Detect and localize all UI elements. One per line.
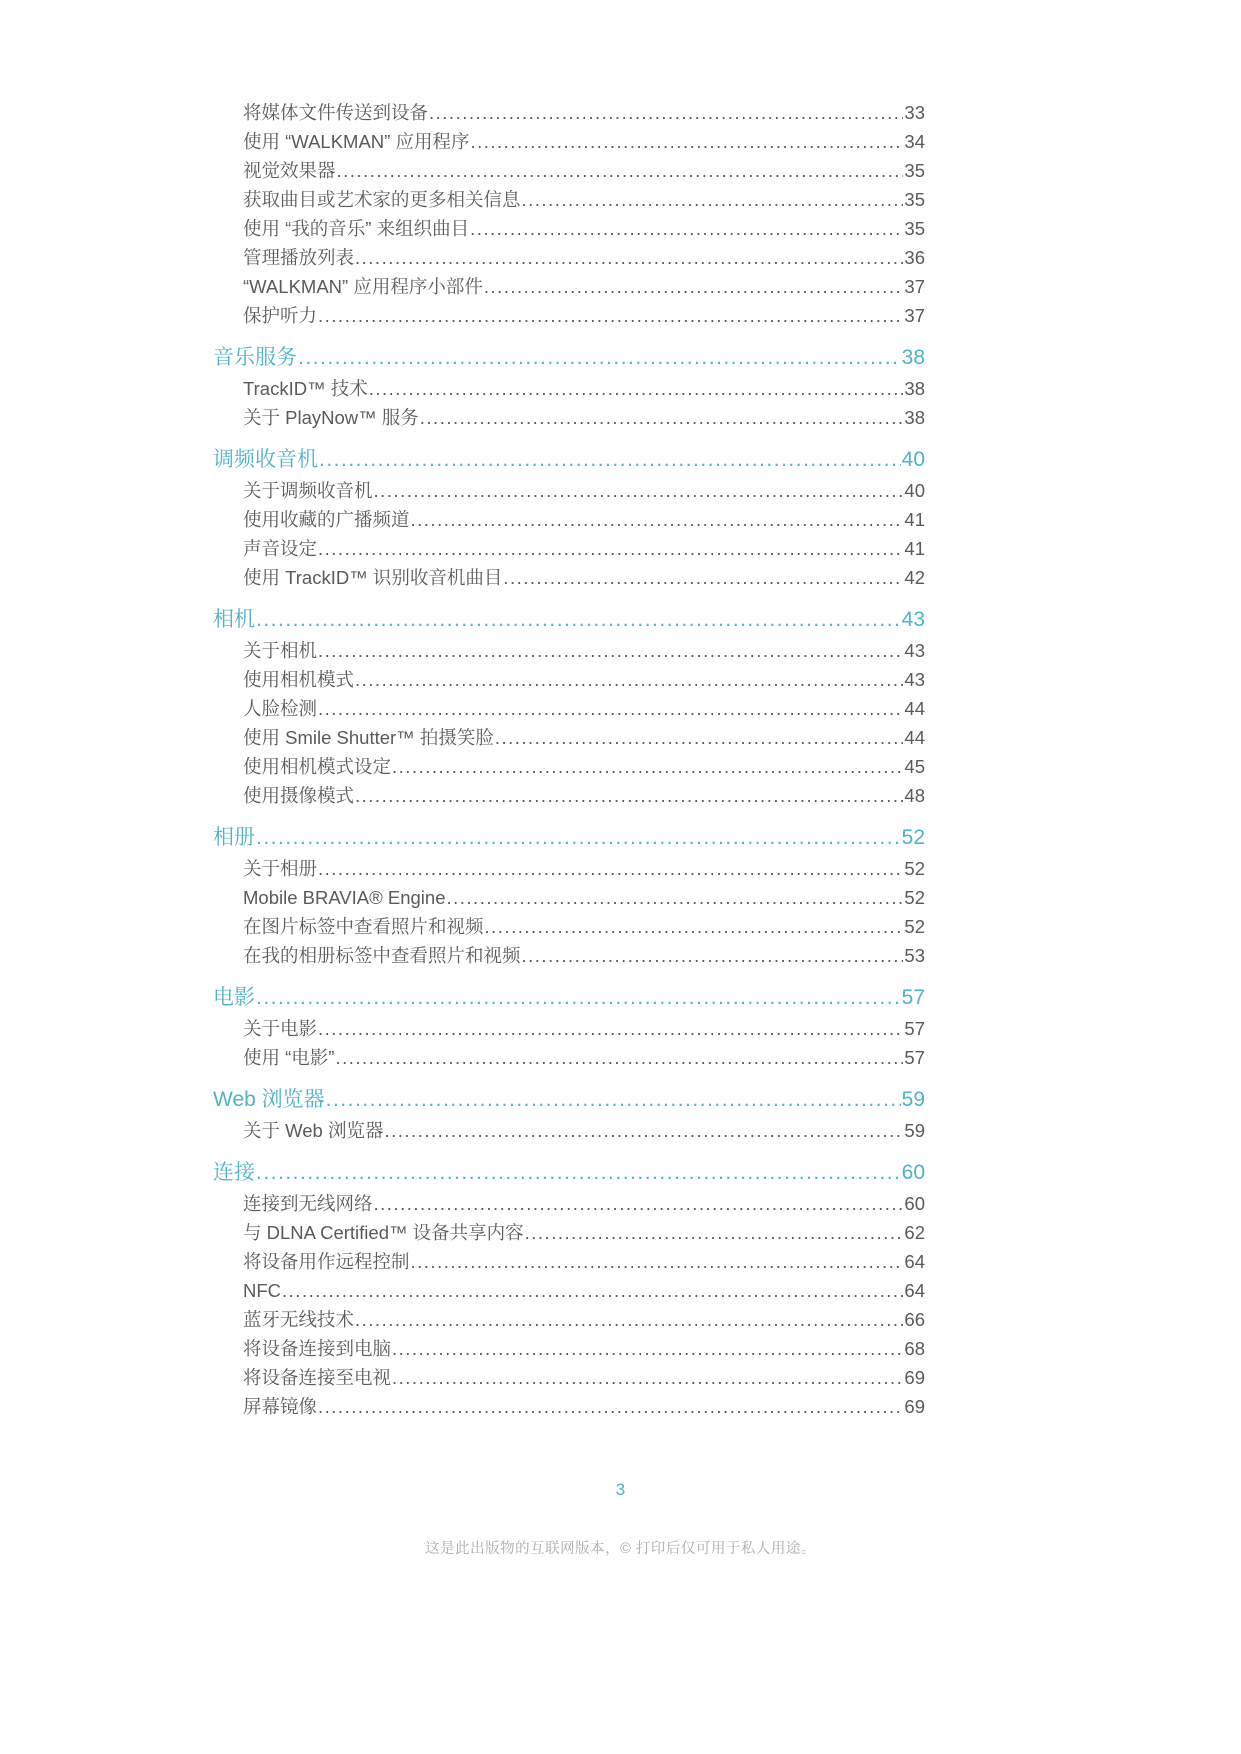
toc-dot-leader xyxy=(318,1014,903,1043)
toc-entry xyxy=(213,563,925,592)
toc-dot-leader xyxy=(429,98,903,127)
toc-entry-page: 44 xyxy=(904,698,925,719)
toc-dot-leader xyxy=(298,342,901,374)
toc-entry-label: 使用相机模式设定 xyxy=(243,756,392,777)
toc-section-header-label: Web 浏览器 xyxy=(213,1088,325,1111)
toc-entry-label: 关于 PlayNow™ 服务 xyxy=(243,407,419,428)
toc-entry xyxy=(213,1392,925,1421)
toc-entry-label: 人脸检测 xyxy=(243,698,318,719)
toc-section-header xyxy=(213,1157,925,1189)
toc-section-header xyxy=(213,1084,925,1116)
toc-entry xyxy=(213,272,925,301)
toc-entry xyxy=(213,1043,925,1072)
toc-entry xyxy=(213,1014,925,1043)
toc-dot-leader xyxy=(318,1392,903,1421)
toc-dot-leader xyxy=(385,1116,904,1145)
toc-entry-label: 保护听力 xyxy=(243,305,318,326)
toc-entry-page: 59 xyxy=(904,1120,925,1141)
toc-entry xyxy=(213,127,925,156)
toc-dot-leader xyxy=(470,127,903,156)
toc-dot-leader xyxy=(318,301,903,330)
toc-entry xyxy=(213,854,925,883)
toc-dot-leader xyxy=(318,694,903,723)
toc-dot-leader xyxy=(282,1276,903,1305)
toc-entry-page: 35 xyxy=(904,218,925,239)
toc-entry xyxy=(213,243,925,272)
toc-dot-leader xyxy=(392,1334,903,1363)
toc-section-header xyxy=(213,444,925,476)
toc-entry-label: 蓝牙无线技术 xyxy=(243,1309,355,1330)
toc-entry xyxy=(213,752,925,781)
toc-entry-label: 在图片标签中查看照片和视频 xyxy=(243,916,484,937)
toc-entry-label: 使用相机模式 xyxy=(243,669,355,690)
toc-section-header-page: 60 xyxy=(901,1161,925,1184)
toc-entry xyxy=(213,1189,925,1218)
toc-entry-page: 42 xyxy=(904,567,925,588)
toc-section-header-page: 57 xyxy=(901,986,925,1009)
toc-dot-leader xyxy=(392,1363,903,1392)
toc-entry-page: 43 xyxy=(904,640,925,661)
toc-section-header xyxy=(213,342,925,374)
toc-entry-page: 33 xyxy=(904,102,925,123)
toc-section-header-label: 相机 xyxy=(213,608,255,631)
toc-entry-page: 43 xyxy=(904,669,925,690)
toc-dot-leader xyxy=(392,752,903,781)
toc-dot-leader xyxy=(525,1218,904,1247)
toc-entry-label: 使用摄像模式 xyxy=(243,785,355,806)
toc-entry-page: 35 xyxy=(904,160,925,181)
toc-entry xyxy=(213,781,925,810)
toc-entry xyxy=(213,156,925,185)
toc-entry-page: 40 xyxy=(904,480,925,501)
toc-entry-label: Mobile BRAVIA® Engine xyxy=(243,887,446,908)
toc-entry xyxy=(213,941,925,970)
toc-dot-leader xyxy=(374,476,904,505)
toc-entry xyxy=(213,1334,925,1363)
toc-entry-page: 41 xyxy=(904,538,925,559)
toc-entry-label: 将媒体文件传送到设备 xyxy=(243,102,429,123)
toc-entry-page: 37 xyxy=(904,305,925,326)
toc-entry-page: 57 xyxy=(904,1018,925,1039)
toc-dot-leader xyxy=(447,883,904,912)
toc-entry xyxy=(213,694,925,723)
toc-entry xyxy=(213,912,925,941)
toc-entry-page: 37 xyxy=(904,276,925,297)
toc-entry-label: 声音设定 xyxy=(243,538,318,559)
toc-entry-label: 获取曲目或艺术家的更多相关信息 xyxy=(243,189,521,210)
toc-dot-leader xyxy=(420,403,904,432)
toc-entry-page: 38 xyxy=(904,407,925,428)
toc-dot-leader xyxy=(355,665,903,694)
toc-dot-leader xyxy=(522,185,904,214)
toc-dot-leader xyxy=(318,854,903,883)
toc-entry xyxy=(213,883,925,912)
toc-entry xyxy=(213,1247,925,1276)
toc-entry xyxy=(213,185,925,214)
toc-section-header xyxy=(213,822,925,854)
toc-entry xyxy=(213,1305,925,1334)
toc-section-header-label: 调频收音机 xyxy=(213,448,318,471)
toc-section-header-label: 相册 xyxy=(213,826,255,849)
toc-dot-leader xyxy=(411,505,904,534)
toc-entry-label: 关于相机 xyxy=(243,640,318,661)
toc-entry xyxy=(213,476,925,505)
toc-entry-label: 使用 Smile Shutter™ 拍摄笑脸 xyxy=(243,727,494,748)
toc-dot-leader xyxy=(355,781,903,810)
toc-dot-leader xyxy=(256,604,901,636)
toc-dot-leader xyxy=(337,156,904,185)
toc-entry-label: NFC xyxy=(243,1280,282,1301)
toc-dot-leader xyxy=(470,214,903,243)
toc-dot-leader xyxy=(522,941,904,970)
toc-dot-leader xyxy=(411,1247,904,1276)
toc-entry-label: 与 DLNA Certified™ 设备共享内容 xyxy=(243,1222,524,1243)
toc-entry-label: 关于相册 xyxy=(243,858,318,879)
toc-dot-leader xyxy=(319,444,901,476)
toc-section-header-label: 音乐服务 xyxy=(213,346,297,369)
toc-dot-leader xyxy=(335,1043,903,1072)
toc-entry-page: 44 xyxy=(904,727,925,748)
toc-entry-page: 69 xyxy=(904,1367,925,1388)
toc-entry-label: “WALKMAN” 应用程序小部件 xyxy=(243,276,483,297)
toc-entry-page: 36 xyxy=(904,247,925,268)
toc-entry-page: 52 xyxy=(904,916,925,937)
page-number: 3 xyxy=(615,1480,626,1499)
footer-note: 这是此出版物的互联网版本，© 打印后仅可用于私人用途。 xyxy=(425,1541,816,1557)
toc-dot-leader xyxy=(369,374,904,403)
toc-entry-label: 将设备连接至电视 xyxy=(243,1367,392,1388)
toc-entry-page: 53 xyxy=(904,945,925,966)
toc-entry-page: 38 xyxy=(904,378,925,399)
toc-entry-page: 34 xyxy=(904,131,925,152)
toc-entry-label: 视觉效果器 xyxy=(243,160,336,181)
toc-section-header-page: 38 xyxy=(901,346,925,369)
toc-section-header xyxy=(213,604,925,636)
toc-entry xyxy=(213,301,925,330)
toc-entry-label: TrackID™ 技术 xyxy=(243,378,368,399)
toc-entry xyxy=(213,214,925,243)
toc-dot-leader xyxy=(503,563,903,592)
toc-entry-label: 将设备用作远程控制 xyxy=(243,1251,410,1272)
toc-entry xyxy=(213,1276,925,1305)
toc-entry-label: 使用 “WALKMAN” 应用程序 xyxy=(243,131,470,152)
toc-dot-leader xyxy=(318,534,903,563)
toc-dot-leader xyxy=(355,243,903,272)
toc-entry-label: 使用 “我的音乐” 来组织曲目 xyxy=(243,218,470,239)
toc-entry-page: 60 xyxy=(904,1193,925,1214)
toc-entry xyxy=(213,636,925,665)
toc-entry-label: 将设备连接到电脑 xyxy=(243,1338,392,1359)
toc-entry-label: 连接到无线网络 xyxy=(243,1193,373,1214)
table-of-contents xyxy=(213,98,925,1421)
toc-entry-page: 62 xyxy=(904,1222,925,1243)
toc-entry xyxy=(213,374,925,403)
toc-entry-page: 64 xyxy=(904,1251,925,1272)
toc-entry-label: 屏幕镜像 xyxy=(243,1396,318,1417)
toc-entry-label: 在我的相册标签中查看照片和视频 xyxy=(243,945,521,966)
toc-dot-leader xyxy=(256,822,901,854)
toc-entry xyxy=(213,665,925,694)
toc-entry-page: 68 xyxy=(904,1338,925,1359)
toc-section-header-page: 43 xyxy=(901,608,925,631)
toc-entry xyxy=(213,1116,925,1145)
toc-dot-leader xyxy=(355,1305,903,1334)
toc-dot-leader xyxy=(485,912,904,941)
toc-entry-label: 管理播放列表 xyxy=(243,247,355,268)
toc-section-header-page: 59 xyxy=(901,1088,925,1111)
toc-section-header-page: 52 xyxy=(901,826,925,849)
toc-entry xyxy=(213,98,925,127)
toc-dot-leader xyxy=(256,1157,901,1189)
toc-entry xyxy=(213,534,925,563)
toc-entry xyxy=(213,1363,925,1392)
toc-section-header-label: 连接 xyxy=(213,1161,255,1184)
toc-dot-leader xyxy=(318,636,903,665)
toc-entry-label: 关于 Web 浏览器 xyxy=(243,1120,384,1141)
toc-entry-label: 使用 TrackID™ 识别收音机曲目 xyxy=(243,567,503,588)
toc-dot-leader xyxy=(495,723,904,752)
toc-dot-leader xyxy=(484,272,904,301)
toc-dot-leader xyxy=(256,982,901,1014)
toc-entry-page: 66 xyxy=(904,1309,925,1330)
toc-entry-page: 64 xyxy=(904,1280,925,1301)
toc-entry-label: 使用 “电影” xyxy=(243,1047,335,1068)
toc-entry-page: 52 xyxy=(904,858,925,879)
toc-entry-page: 35 xyxy=(904,189,925,210)
toc-entry xyxy=(213,1218,925,1247)
toc-dot-leader xyxy=(326,1084,901,1116)
toc-entry-page: 45 xyxy=(904,756,925,777)
toc-entry xyxy=(213,403,925,432)
toc-entry-page: 48 xyxy=(904,785,925,806)
toc-entry-page: 69 xyxy=(904,1396,925,1417)
toc-entry-label: 关于电影 xyxy=(243,1018,318,1039)
toc-entry-label: 使用收藏的广播频道 xyxy=(243,509,410,530)
toc-entry-label: 关于调频收音机 xyxy=(243,480,373,501)
toc-entry xyxy=(213,505,925,534)
toc-entry-page: 57 xyxy=(904,1047,925,1068)
toc-section-header xyxy=(213,982,925,1014)
toc-dot-leader xyxy=(374,1189,904,1218)
toc-entry xyxy=(213,723,925,752)
toc-section-header-page: 40 xyxy=(901,448,925,471)
toc-entry-page: 52 xyxy=(904,887,925,908)
toc-section-header-label: 电影 xyxy=(213,986,255,1009)
toc-entry-page: 41 xyxy=(904,509,925,530)
